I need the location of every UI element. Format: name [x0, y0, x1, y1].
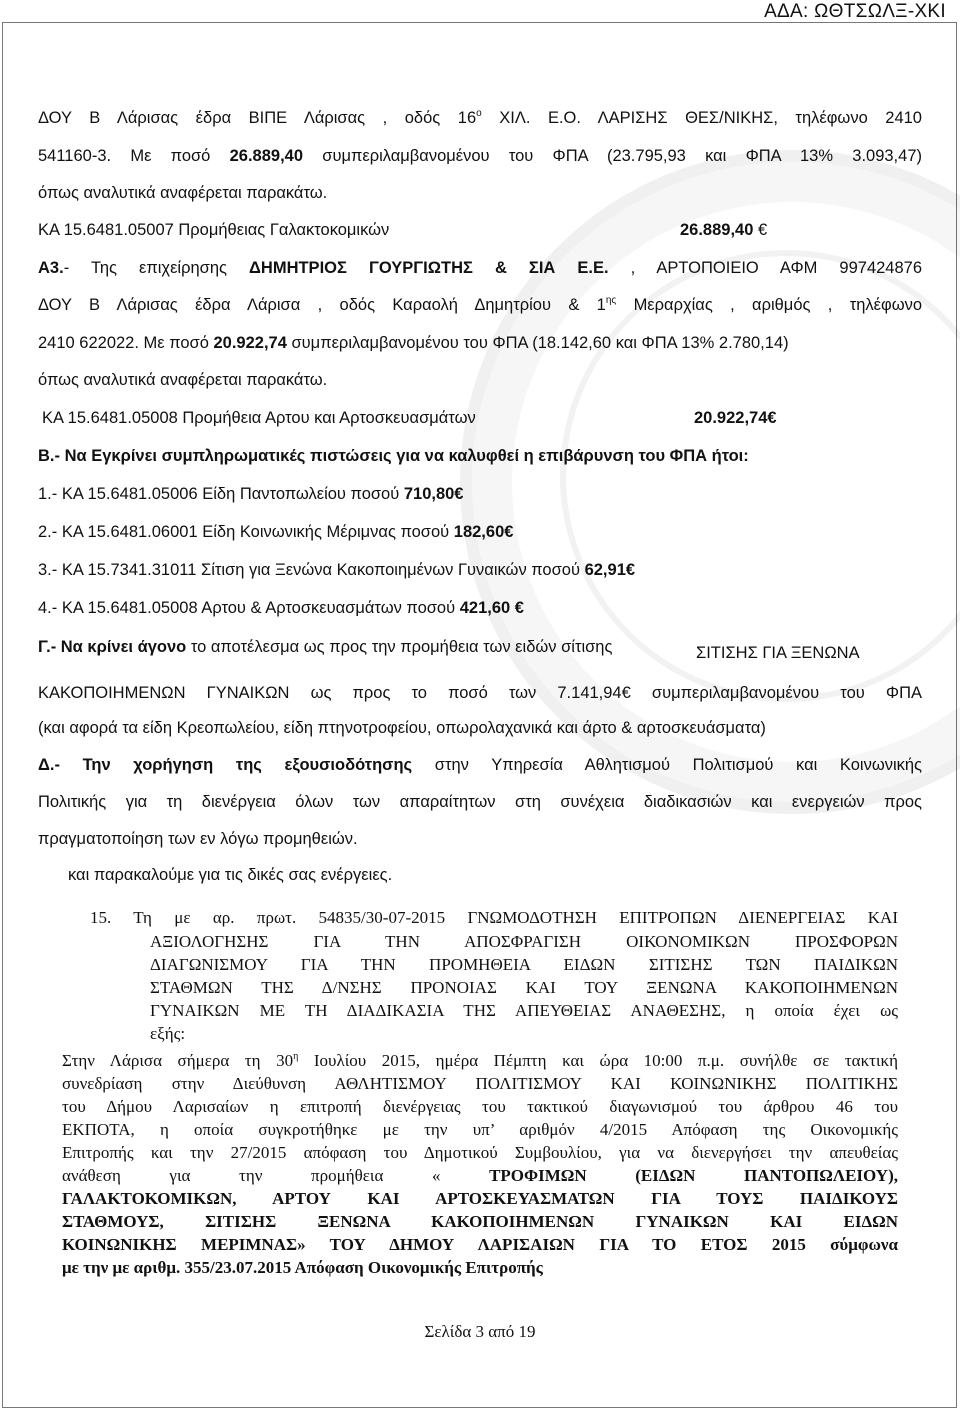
- credit-item-1: 1.- ΚΑ 15.6481.05006 Είδη Παντοπωλείου ποσού 710,80€: [38, 485, 464, 503]
- paragraph-a3-amount: 2410 622022. Με ποσό 20.922,74 συμπεριλαμβανομένου του ΦΠΑ (18.142,60 και ΦΠΑ 13% 2.780,14): [38, 334, 789, 352]
- section-c-line2: ΚΑΚΟΠΟΙΗΜΕΝΩΝ ΓΥΝΑΙΚΩΝ ως προς το ποσό των 7.141,94€ συμπεριλαμβανομένου του ΦΠΑ: [38, 684, 922, 702]
- amount-dairy: 26.889,40 €: [680, 221, 768, 239]
- line-detail-ref-1: όπως αναλυτικά αναφέρεται παρακάτω.: [38, 184, 328, 202]
- ada-code: ΑΔΑ: ΩΘΤΣΩΛΞ-ΧΚΙ: [764, 1, 946, 22]
- paragraph-a3: Α3.- Της επιχείρησης ΔΗΜΗΤΡΙΟΣ ΓΟΥΡΓΙΩΤΗΣ & ΣΙΑ Ε.Ε. , ΑΡΤΟΠΟΙΕΙΟ ΑΦΜ 997424876: [38, 259, 923, 277]
- amount-bread: 20.922,74€: [694, 409, 777, 427]
- credit-item-2: 2.- ΚΑ 15.6481.06001 Είδη Κοινωνικής Μέριμνας ποσού 182,60€: [38, 523, 514, 541]
- credit-item-4: 4.- ΚΑ 15.6481.05008 Αρτου & Αρτοσκευασμάτων ποσού 421,60 €: [38, 599, 524, 617]
- paragraph-a2-continued: ΔΟΥ Β Λάρισας έδρα ΒΙΠΕ Λάρισας , οδός $16^o$ ΧΙΛ. Ε.Ο. ΛΑΡΙΣΗΣ ΘΕΣ/ΝΙΚΗΣ, τηλέφωνο 2410: [38, 108, 922, 127]
- line-detail-ref-2: όπως αναλυτικά αναφέρεται παρακάτω.: [38, 371, 328, 389]
- paragraph-a3-address: ΔΟΥ Β Λάρισας έδρα Λάρισα , οδός Καραολή Δημητρίου & $1^{\eta\varsigma}$ Μεραρχίας , αριθμός , τηλέφωνο: [38, 295, 923, 314]
- section-c-line3: (και αφορά τα είδη Κρεοπωλείου, είδη πτηνοτροφείου, οπωρολαχανικά και άρτο & αρτοσκευάσματα): [38, 719, 766, 737]
- section-d-line2: Πολιτικής για τη διενέργεια όλων των απαραίτητων στη συνέχεια διαδικασιών και ενεργειών προς: [38, 793, 922, 811]
- section-b-heading: Β.- Να Εγκρίνει συμπληρωματικές πιστώσεις για να καλυφθεί η επιβάρυνση του ΦΠΑ ήτοι:: [38, 447, 749, 465]
- line-ka-dairy: ΚΑ 15.6481.05007 Προμήθειας Γαλακτοκομικών: [38, 221, 390, 239]
- item-15-continued: ΑΞΙΟΛΟΓΗΣΗΣ ΓΙΑ ΤΗΝ ΑΠΟΣΦΡΑΓΙΣΗ ΟΙΚΟΝΟΜΙΚΩΝ ΠΡΟΣΦΟΡΩΝ ΔΙΑΓΩΝΙΣΜΟΥ ΓΙΑ ΤΗΝ ΠΡΟΜΗΘΕΙΑ ΕΙΔΩΝ ΣΙΤΙΣΗΣ ΤΩΝ ΠΑΙΔΙΚΩΝ ΣΤΑΘΜΩΝ ΤΗΣ Δ/ΝΣΗΣ ΠΡΟΝΟΙΑΣ ΚΑΙ ΤΟΥ ΞΕΝΩΝΑ ΚΑΚΟΠΟΙΗΜΕΝΩΝ ΓΥΝΑΙΚΩΝ ΜΕ ΤΗ ΔΙΑΔΙΚΑΣΙΑ ΤΗΣ ΑΠΕΥΘΕΙΑΣ ΑΝΑΘΕΣΗΣ, η οποία έχει ως εξής:: [150, 932, 898, 1043]
- paragraph-a2-amount: 541160-3. Με ποσό 26.889,40 συμπεριλαμβανομένου του ΦΠΑ (23.795,93 και ΦΠΑ 13% 3.093,47): [38, 147, 922, 165]
- page-number: Σελίδα 3 από 19: [424, 1322, 536, 1341]
- closing-line: και παρακαλούμε για τις δικές σας ενέργειες.: [68, 866, 393, 884]
- section-d: Δ.- Την χορήγηση της εξουσιοδότησης στην Υπηρεσία Αθλητισμού Πολιτισμού και Κοινωνικής: [38, 756, 922, 774]
- credit-item-3: 3.- ΚΑ 15.7341.31011 Σίτιση για Ξενώνα Κακοποιημένων Γυναικών ποσού 62,91€: [38, 561, 636, 579]
- section-c-line1: Γ.- Να κρίνει άγονο το αποτέλεσμα ως προς την προμήθεια των ειδών σίτισης: [38, 638, 613, 656]
- section-d-line3: πραγματοποίηση των εν λόγω προμηθειών.: [38, 830, 358, 848]
- line-ka-bread: ΚΑ 15.6481.05008 Προμήθεια Αρτου και Αρτοσκευασμάτων: [42, 409, 476, 427]
- minutes-paragraph: Στην Λάρισα σήμερα τη $30^\eta$ Ιουλίου 2015, ημέρα Πέμπτη και ώρα 10:00 π.μ. συνήλθε σε τακτική συνεδρίαση στην Διεύθυνση ΑΘΛΗΤΙΣΜΟΥ ΠΟΛΙΤΙΣΜΟΥ ΚΑΙ ΚΟΙΝΩΝΙΚΗΣ ΠΟΛΙΤΙΚΗΣ του Δήμου Λαρισαίων η επιτροπή διενέργειας του τακτικού διαγωνισμού του άρθρου 46 του ΕΚΠΟΤΑ, η οποία συγκροτήθηκε με την υπ’ αριθμόν 4/2015 Απόφαση της Οικονομικής Επιτροπής και την 27/2015 απόφαση του Δημοτικού Συμβουλίου, για να διενεργήσει την απευθείας ανάθεση για την προμήθεια « ΤΡΟΦΙΜΩΝ (ΕΙΔΩΝ ΠΑΝΤΟΠΩΛΕΙΟΥ), ΓΑΛΑΚΤΟΚΟΜΙΚΩΝ, ΑΡΤΟΥ ΚΑΙ ΑΡΤΟΣΚΕΥΑΣΜΑΤΩΝ ΓΙΑ ΤΟΥΣ ΠΑΙΔΙΚΟΥΣ ΣΤΑΘΜΟΥΣ, ΣΙΤΙΣΗΣ ΞΕΝΩΝΑ ΚΑΚΟΠΟΙΗΜΕΝΩΝ ΓΥΝΑΙΚΩΝ ΚΑΙ ΕΙΔΩΝ ΚΟΙΝΩΝΙΚΗΣ ΜΕΡΙΜΝΑΣ» ΤΟΥ ΔΗΜΟΥ ΛΑΡΙΣΑΙΩΝ ΓΙΑ ΤΟ ΕΤΟΣ 2015 σύμφωνα με την με αριθμ. 355/23.07.2015 Απόφαση Οικονομικής Επιτροπής: [62, 1051, 898, 1277]
- item-15: 15. Τη με αρ. πρωτ. 54835/30-07-2015 ΓΝΩΜΟΔΟΤΗΣΗ ΕΠΙΤΡΟΠΩΝ ΔΙΕΝΕΡΓΕΙΑΣ ΚΑΙ: [90, 908, 898, 927]
- section-c-shelter: ΣΙΤΙΣΗΣ ΓΙΑ ΞΕΝΩΝΑ: [696, 644, 860, 662]
